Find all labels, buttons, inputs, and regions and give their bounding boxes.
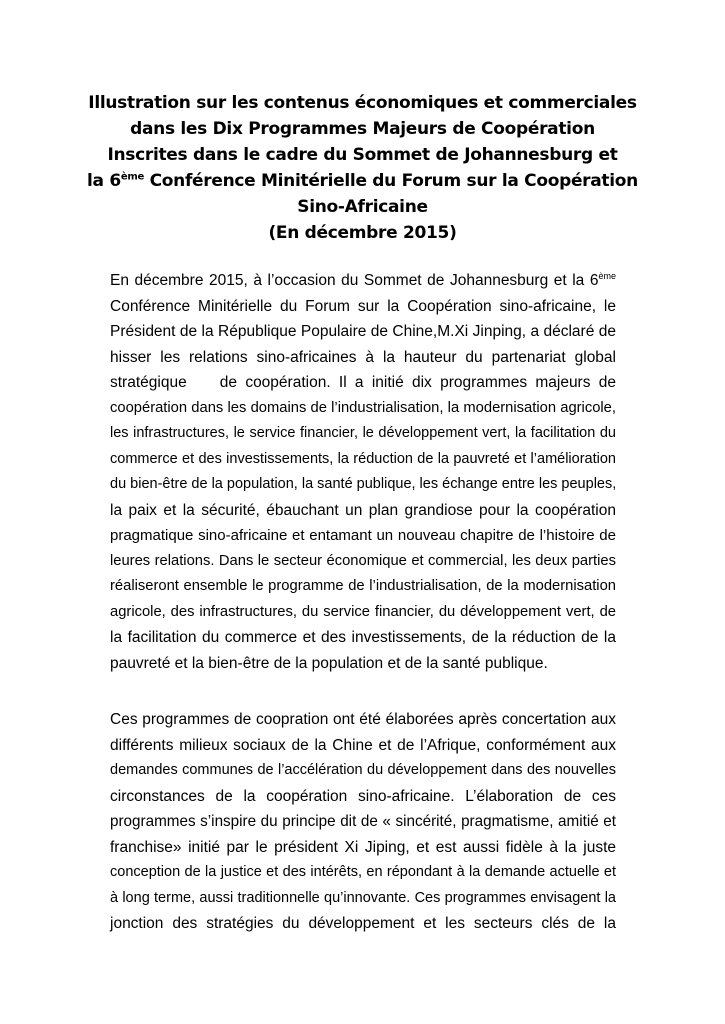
superscript: ème (120, 171, 144, 183)
paragraph-line: du bien-être de la population, la santé publique, les échange entre les peuples, (110, 476, 617, 492)
paragraph-line: leures relations. Dans le secteur économique et commercial, les deux parties (110, 552, 616, 569)
paragraph-line: circonstances de la coopération sino-africaine. L’élaboration de ces (110, 787, 616, 805)
title-line: dans les Dix Programmes Majeurs de Coopération (130, 119, 595, 139)
paragraph-line: pragmatique sino-africaine et entamant un nouveau chapitre de l’histoire de (110, 527, 616, 544)
paragraph-line: coopération dans les domains de l’industrialisation, la modernisation agricole, (110, 399, 616, 416)
title-text: la 6 (87, 171, 121, 191)
paragraph-line: la facilitation du commerce et des investissements, de la réduction de la (110, 629, 616, 646)
paragraph-line: à long terme, aussi traditionnelle qu’innovante. Ces programmes envisagent la (110, 889, 616, 906)
superscript: ème (598, 270, 616, 281)
paragraph-line: pauvreté et la bien-être de la population et de la santé publique. (110, 654, 548, 672)
paragraph-line: réaliseront ensemble le programme de l’industrialisation, de la modernisation (110, 578, 616, 594)
title-text: Conférence Minitérielle du Forum sur la Coopération (143, 171, 638, 191)
paragraph-line: demandes communes de l’accélération du développement dans des nouvelles (110, 762, 616, 778)
paragraph-line: Président de la République Populaire de Chine,M.Xi Jinping, a déclaré de (110, 323, 616, 340)
paragraph-line: la paix et la sécurité, ébauchant un plan grandiose pour la coopération (110, 501, 616, 519)
title-line (60, 168, 665, 194)
paragraph-line: conception de la justice et des intérêts, en répondant à la demande actuelle et (110, 864, 616, 880)
paragraph-1 (110, 268, 616, 676)
document-title (60, 90, 665, 246)
paragraph-line: hisser les relations sino-africaines à la hauteur du partenariat global (110, 348, 616, 366)
paragraph-line: jonction des stratégies du développement et les secteurs clés de la (110, 915, 616, 932)
paragraph-line: différents milieux sociaux de la Chine et de l’Afrique, conformément aux (110, 736, 616, 754)
title-date: (En décembre 2015) (268, 223, 457, 243)
paragraph-line: agricole, des infrastructures, du service financier, du développement vert, de (110, 603, 616, 620)
paragraph-line: programmes s’inspire du principe dit de « sincérité, pragmatisme, amitié et (110, 813, 616, 830)
paragraph-line: commerce et des investissements, la réduction de la pauvreté et l’amélioration (110, 450, 616, 467)
paragraph-text: En décembre 2015, à l’occasion du Sommet de Johannesburg et la 6 (110, 272, 599, 289)
paragraph-2 (110, 707, 616, 937)
title-line: Inscrites dans le cadre du Sommet de Johannesburg et (107, 145, 618, 165)
paragraph-line: Conférence Minitérielle du Forum sur la Coopération sino-africaine, le (110, 297, 616, 315)
paragraph-line: Ces programmes de coopration ont été élaborées après concertation aux (110, 711, 616, 728)
title-line: Sino-Africaine (297, 197, 428, 217)
paragraph-line: franchise» initié par le président Xi Jiping, et est aussi fidèle à la juste (110, 838, 616, 856)
paragraph-line (110, 268, 616, 294)
title-line: Illustration sur les contenus économiques et commerciales (88, 93, 637, 113)
paragraph-line: les infrastructures, le service financier, le développement vert, la facilitation du (110, 425, 616, 441)
paragraph-line: stratégique de coopération. Il a initié dix programmes majeurs de (110, 374, 616, 391)
